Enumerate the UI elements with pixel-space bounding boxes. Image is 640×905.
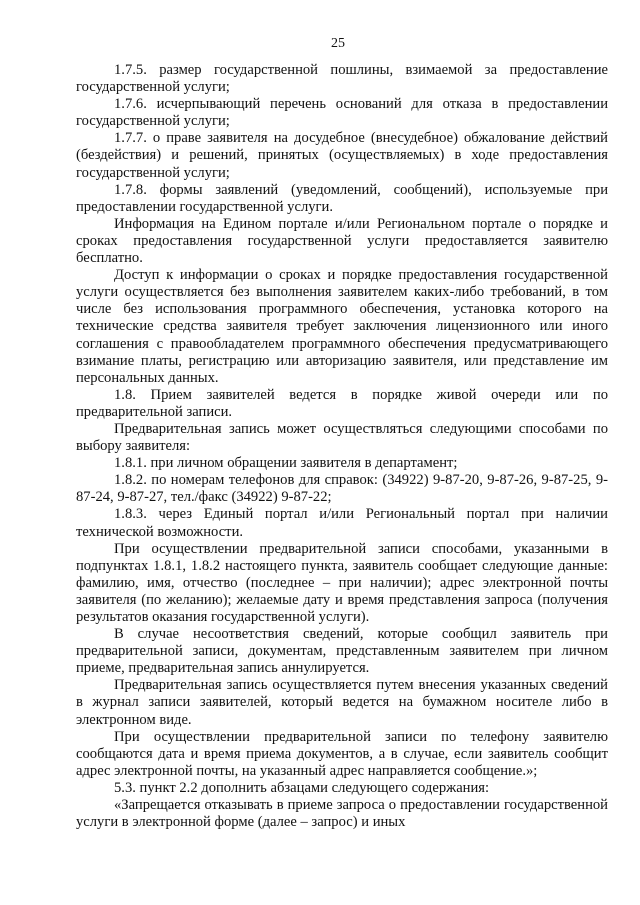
paragraph-1-8-1: 1.8.1. при личном обращении заявителя в департамент; xyxy=(114,455,458,472)
paragraph-portal-info: Информация на Едином портале и/или Региональном портале о порядке и сроках предоставления государственной услуги предоставляется заявителю бесплатно. xyxy=(76,215,608,267)
page-number: 25 xyxy=(331,36,345,51)
paragraph-access-info: Доступ к информации о сроках и порядке предоставления государственной услуги осуществляется без выполнения заявителем каких-либо требований, в том числе без использования программного обеспечения, установка которого на технические средства заявителя требует заключения лицензионного или иного соглашения с правообладателем программного обеспечения предусматривающего взимание платы, регистрацию или авторизацию заявителя, или представление им персональных данных. xyxy=(76,267,608,386)
paragraph-mismatch: В случае несоответствия сведений, которые сообщил заявитель при предварительной записи, документам, представленным заявителем при личном приеме, предварительная запись аннулируется. xyxy=(76,626,608,677)
paragraph-phone-notice: При осуществлении предварительной записи по телефону заявителю сообщаются дата и время приема документов, а в случае, если заявитель сообщит адрес электронной почты, на указанный адрес направляется сообщение.»; xyxy=(76,728,608,779)
paragraph-1-7-7: 1.7.7. о праве заявителя на досудебное (внесудебное) обжалование действий (бездействия) и решений, принятых (осуществляемых) в ходе предоставления государственной услуги; xyxy=(76,130,608,181)
paragraph-journal: Предварительная запись осуществляется путем внесения указанных сведений в журнал записи заявителей, который ведется на бумажном носителе либо в электронном виде. xyxy=(76,677,608,728)
paragraph-preregistration-data: При осуществлении предварительной записи способами, указанными в подпунктах 1.8.1, 1.8.2 настоящего пункта, заявитель сообщает следующие данные: фамилию, имя, отчество (последнее – при наличии); адрес электронной почты заявителя (по желанию); желаемые дату и время представления запроса (получения результатов оказания государственной услуги). xyxy=(76,540,608,625)
paragraph-5-3: 5.3. пункт 2.2 дополнить абзацами следующего содержания: xyxy=(114,779,490,796)
document-page xyxy=(76,36,608,831)
paragraph-1-7-5: 1.7.5. размер государственной пошлины, взимаемой за предоставление государственной услуги; xyxy=(76,62,608,96)
paragraph-preregistration-methods: Предварительная запись может осуществляться следующими способами по выбору заявителя: xyxy=(76,420,608,455)
paragraph-1-8-3: 1.8.3. через Единый портал и/или Региональный портал при наличии технической возможности. xyxy=(76,506,608,540)
paragraph-1-7-6: 1.7.6. исчерпывающий перечень оснований для отказа в предоставлении государственной услуги; xyxy=(76,96,608,130)
paragraph-1-7-8: 1.7.8. формы заявлений (уведомлений, сообщений), используемые при предоставлении государственной услуги. xyxy=(76,181,608,215)
paragraph-1-8: 1.8. Прием заявителей ведется в порядке живой очереди или по предварительной записи. xyxy=(76,386,608,420)
paragraph-1-8-2: 1.8.2. по номерам телефонов для справок: (34922) 9-87-20, 9-87-26, 9-87-25, 9-87-24, 9-87-27, тел./факс (34922) 9-87-22; xyxy=(76,472,608,506)
paragraph-prohibition: «Запрещается отказывать в приеме запроса о предоставлении государственной услуги в электронной форме (далее – запрос) и иных xyxy=(76,797,608,831)
